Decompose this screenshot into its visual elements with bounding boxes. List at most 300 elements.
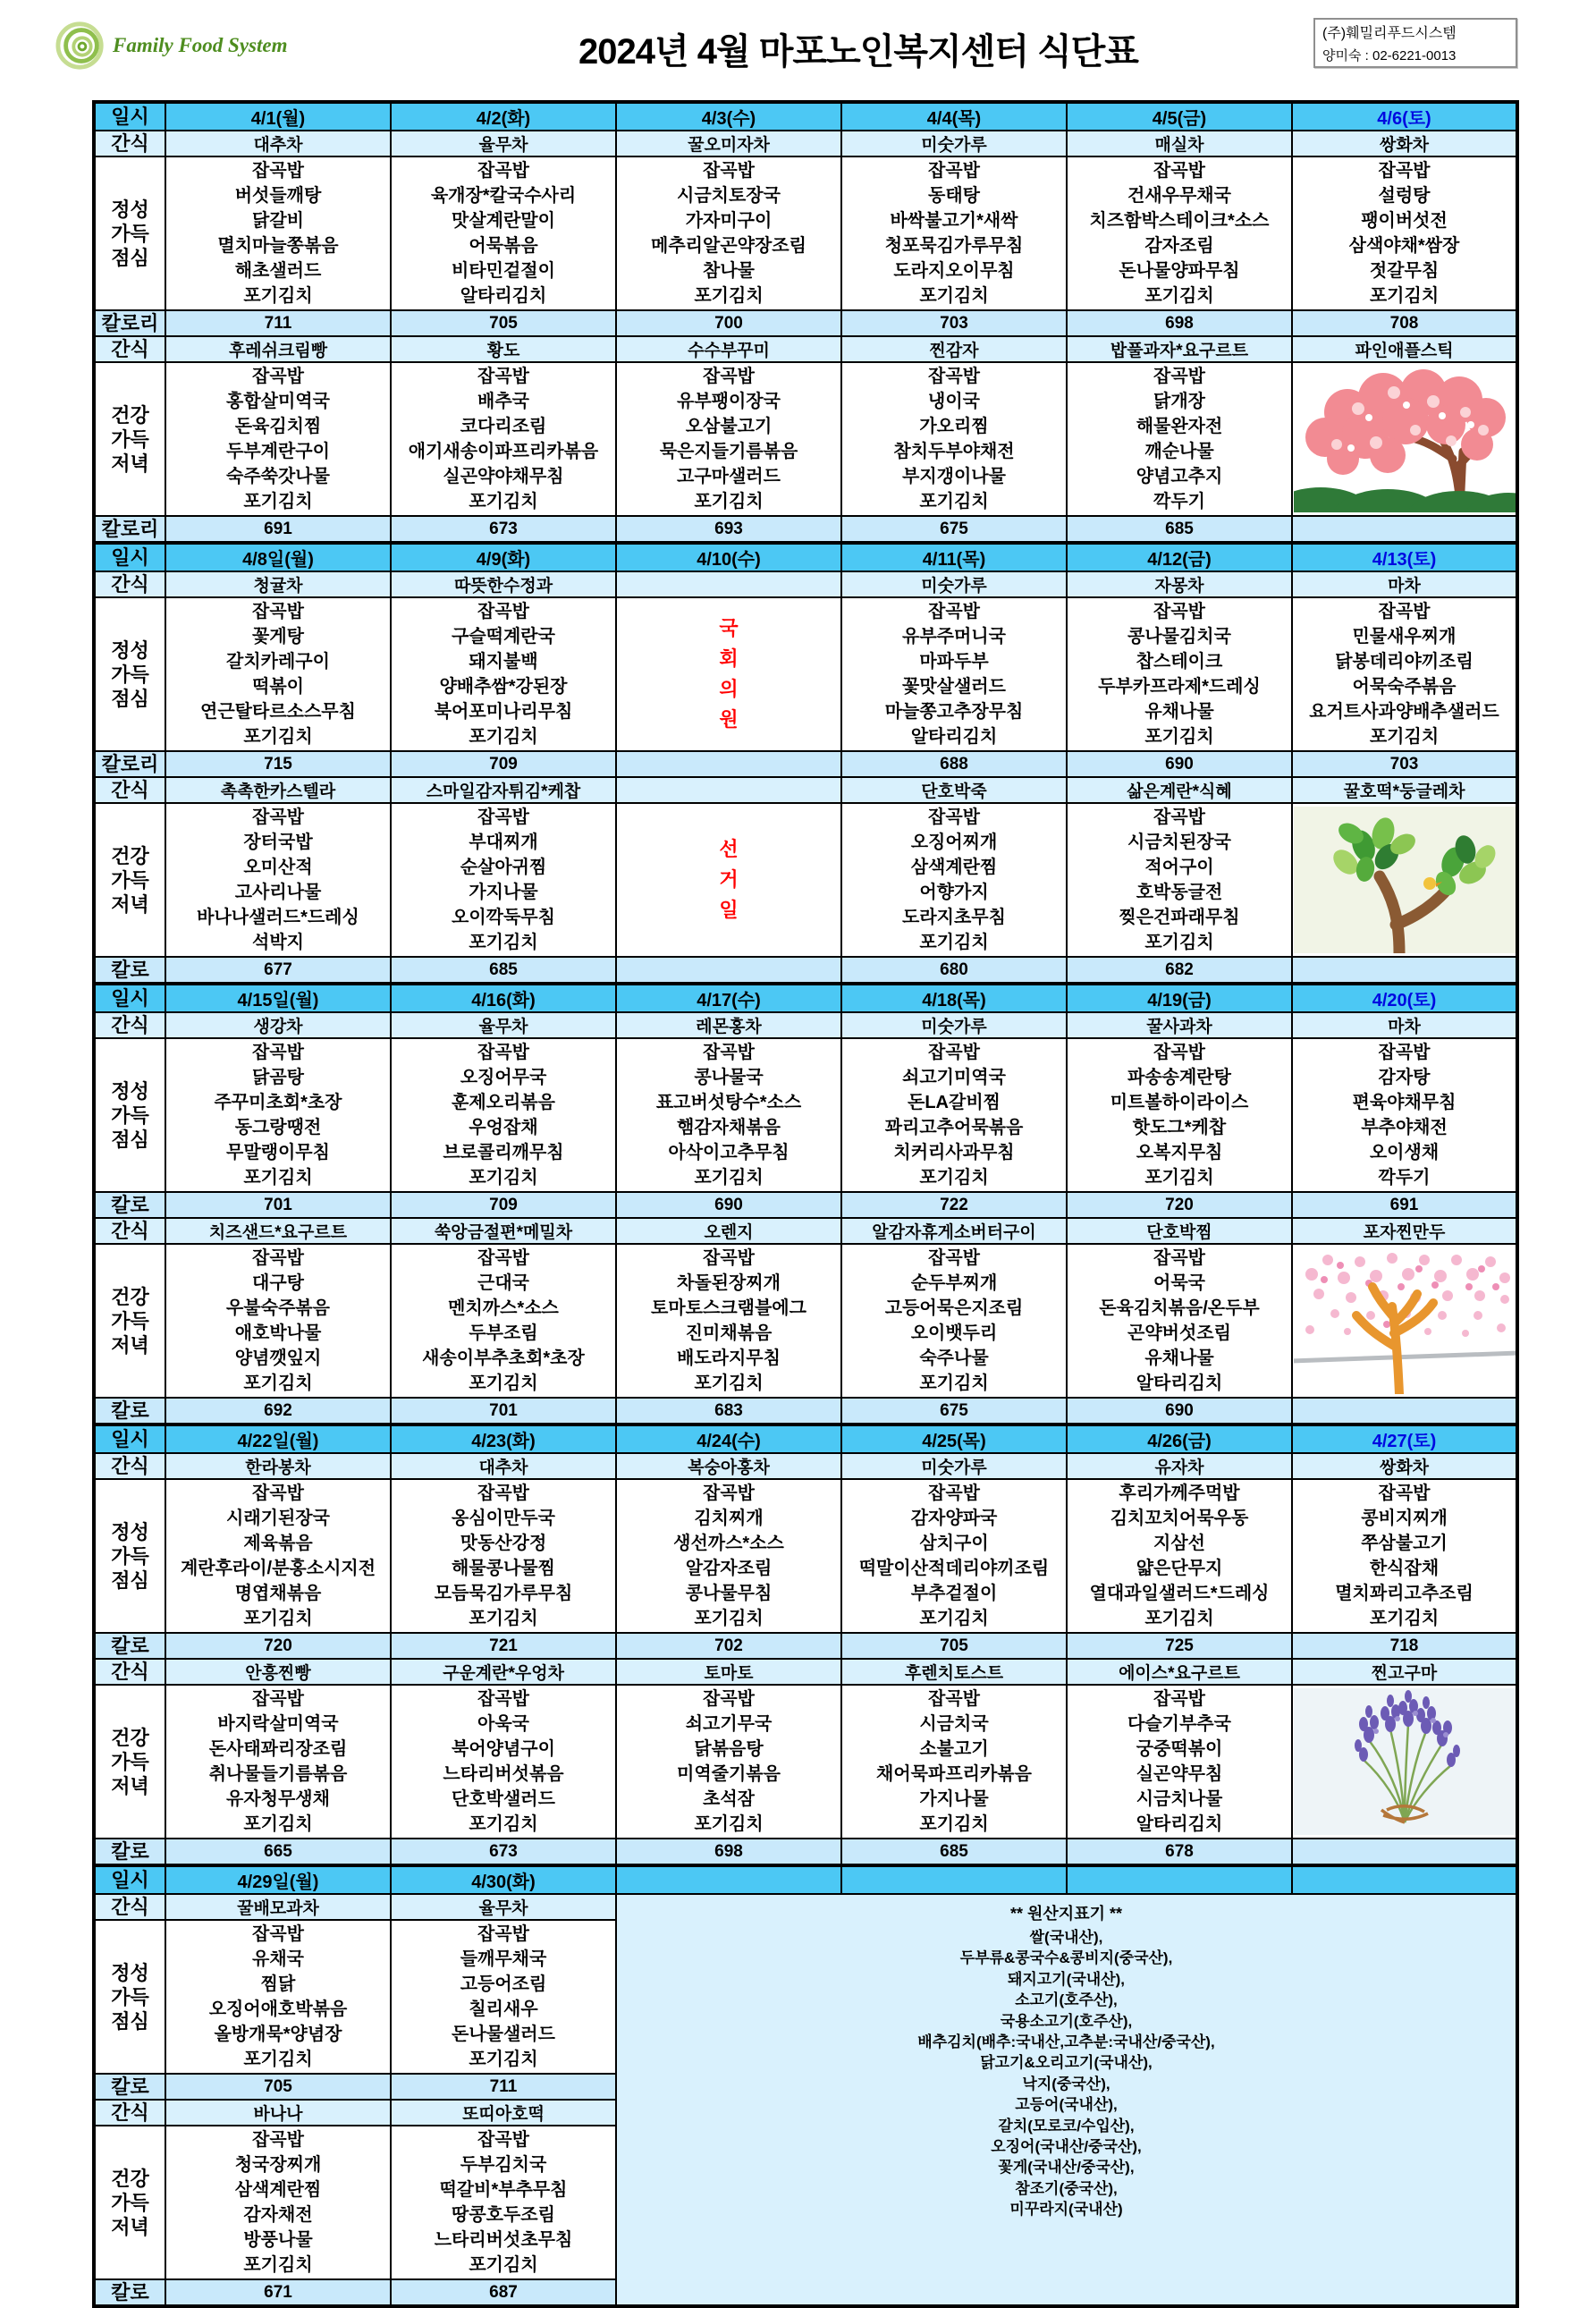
menu-item: 제육볶음 (243, 1534, 313, 1553)
menu-item: 순두부찌개 (910, 1273, 998, 1293)
menu-item: 포기김치 (469, 727, 538, 747)
menu-item: 콩나물무침 (685, 1584, 773, 1603)
morning-snack-cell: 율무차 (391, 1012, 616, 1038)
menu-item: 삼색계란찜 (910, 858, 998, 877)
date-cell-empty (841, 1865, 1067, 1894)
menu-item: 콩나물김치국 (1127, 627, 1231, 647)
menu-item: 토마토스크램블에그 (651, 1298, 806, 1318)
snack-row-label (94, 1218, 165, 1244)
date-cell: 4/3(수) (616, 102, 841, 131)
menu-item: 멸치꽈리고추조림 (1335, 1584, 1474, 1603)
dinner-row-label-text: 가득 (111, 1750, 149, 1773)
lunch-row-label (94, 1038, 165, 1192)
lunch-row-label-text: 정성 (111, 1520, 149, 1543)
menu-item: 알타리김치 (460, 286, 547, 306)
afternoon-snack-cell: 알감자휴게소버터구이 (841, 1218, 1067, 1244)
date-cell: 4/8일(월) (165, 543, 391, 571)
menu-item: 두부카프라제*드레싱 (1098, 677, 1261, 697)
menu-item: 아삭이고추무침 (668, 1143, 790, 1162)
menu-item: 포기김치 (243, 492, 313, 511)
date-row-label (94, 984, 165, 1012)
dinner-menu-cell (1067, 1685, 1292, 1839)
afternoon-snack-cell: 안흥찐빵 (165, 1659, 391, 1685)
menu-item: 포기김치 (694, 1168, 764, 1188)
dinner-row-label-text: 건강 (111, 1285, 149, 1308)
menu-item: 도라지오이무침 (893, 261, 1015, 281)
menu-item: 감자양파국 (910, 1509, 998, 1528)
dinner-calorie-cell: 685 (841, 1839, 1067, 1865)
green-tree-illustration-icon (1293, 807, 1516, 953)
menu-item: 맛살계란말이 (452, 211, 555, 231)
menu-item: 미트볼하이라이스 (1110, 1093, 1249, 1112)
dinner-calorie-cell (616, 957, 841, 984)
menu-item: 찜닭 (260, 1974, 296, 1994)
dinner-calorie-cell: 673 (391, 516, 616, 543)
afternoon-snack-row (94, 777, 1517, 803)
dinner-row-label (94, 2126, 165, 2279)
snack-row-label-text: 간식 (111, 2101, 149, 2124)
afternoon-snack-cell: 후렌치토스트 (841, 1659, 1067, 1685)
lunch-menu-cell (616, 1479, 841, 1633)
menu-item: 바나나샐러드*드레싱 (197, 908, 359, 927)
menu-item: 찹스테이크 (1136, 652, 1223, 672)
date-row-label (94, 1425, 165, 1453)
dinner-calorie-row (94, 516, 1517, 543)
menu-item: 꽃맛살샐러드 (902, 677, 1006, 697)
menu-item: 치즈함박스테이크*소스 (1089, 211, 1270, 231)
afternoon-snack-cell: 오렌지 (616, 1218, 841, 1244)
lunch-calorie-cell: 720 (1067, 1192, 1292, 1218)
menu-item: 고구마샐러드 (677, 467, 781, 486)
menu-item: 포기김치 (243, 727, 313, 747)
afternoon-snack-cell: 쑥앙금절편*메밀차 (391, 1218, 616, 1244)
dinner-row-label (94, 803, 165, 957)
dinner-menu-cell (1067, 1244, 1292, 1398)
menu-item: 바지락살미역국 (217, 1714, 339, 1734)
dinner-row-label-text: 건강 (111, 2167, 149, 2190)
lunch-menu-cell (391, 1479, 616, 1633)
dinner-menu-cell (616, 1244, 841, 1398)
menu-item: 잡곡밥 (1153, 1248, 1205, 1268)
snack-row-label (94, 1012, 165, 1038)
menu-item: 근대국 (477, 1273, 529, 1293)
lunch-menu-cell (165, 1479, 391, 1633)
dinner-row-label-text: 가득 (111, 427, 149, 451)
lunch-row-label (94, 1479, 165, 1633)
lunch-menu-cell (1067, 156, 1292, 310)
dinner-menu-cell (165, 803, 391, 957)
morning-snack-cell: 복숭아홍차 (616, 1453, 841, 1479)
menu-item: 떡볶이 (252, 677, 304, 697)
date-cell-empty (1067, 1865, 1292, 1894)
date-cell: 4/13(토) (1292, 543, 1517, 571)
menu-item: 포기김치 (919, 492, 989, 511)
calorie-row-label-text: 칼로 (111, 959, 149, 981)
origin-line: 참조기(중국산), (1015, 2179, 1118, 2197)
menu-item: 유부팽이장국 (677, 392, 781, 411)
afternoon-snack-cell: 구운계란*우엉차 (391, 1659, 616, 1685)
menu-item: 브로콜리깨무침 (443, 1143, 564, 1162)
menu-item: 시래기된장국 (226, 1509, 330, 1528)
menu-item: 알감자조림 (685, 1559, 773, 1578)
morning-snack-cell: 자몽차 (1067, 571, 1292, 597)
menu-item: 포기김치 (1369, 286, 1440, 306)
morning-snack-cell: 대추차 (391, 1453, 616, 1479)
menu-item: 동그랑땡전 (234, 1118, 322, 1137)
menu-item: 잡곡밥 (477, 1248, 529, 1268)
dinner-calorie-cell: 701 (391, 1398, 616, 1425)
logo-text: Family Food System (113, 34, 288, 56)
calorie-row-label-text: 칼로 (111, 1635, 149, 1657)
menu-item: 포기김치 (469, 1609, 538, 1628)
lunch-menu-cell (841, 1479, 1067, 1633)
menu-item: 건새우무채국 (1127, 186, 1231, 206)
menu-item: 포기김치 (243, 2050, 313, 2069)
election-day-notice-char: 원 (719, 708, 739, 731)
lunch-calorie-cell: 690 (616, 1192, 841, 1218)
morning-snack-cell (616, 571, 841, 597)
lunch-calorie-cell: 700 (616, 310, 841, 336)
morning-snack-cell: 쌍화차 (1292, 1453, 1517, 1479)
lunch-row-label-text: 점심 (111, 1128, 149, 1151)
dinner-row-label-text: 건강 (111, 1726, 149, 1749)
menu-item: 잡곡밥 (1153, 367, 1205, 386)
date-row-label-text: 일시 (111, 546, 149, 569)
menu-item: 북어포미나리무침 (434, 702, 573, 722)
dinner-menu-cell (1067, 362, 1292, 516)
snack-row-label (94, 1453, 165, 1479)
date-cell: 4/30(화) (391, 1865, 616, 1894)
menu-item: 잡곡밥 (252, 602, 304, 621)
dinner-calorie-cell (1292, 1839, 1517, 1865)
menu-item: 우엉잡채 (469, 1118, 538, 1137)
menu-item: 잡곡밥 (477, 2130, 529, 2150)
menu-item: 잡곡밥 (703, 161, 755, 181)
calorie-row-label (94, 751, 165, 777)
menu-item: 포기김치 (919, 1814, 989, 1834)
lunch-menu-cell (616, 156, 841, 310)
menu-item: 잡곡밥 (477, 1043, 529, 1062)
menu-item: 삼색계란찜 (234, 2180, 322, 2200)
menu-item: 진미채볶음 (685, 1323, 773, 1343)
menu-item: 두부조림 (469, 1323, 538, 1343)
dinner-row (94, 1244, 1517, 1398)
afternoon-snack-cell: 후레쉬크림빵 (165, 336, 391, 362)
menu-item: 양배추쌈*강된장 (439, 677, 568, 697)
dinner-calorie-cell: 685 (1067, 516, 1292, 543)
menu-item: 오이생채 (1369, 1143, 1440, 1162)
lunch-row-label-text: 가득 (111, 1544, 149, 1568)
menu-item: 시금치나물 (1136, 1789, 1223, 1809)
lunch-calorie-cell: 701 (165, 1192, 391, 1218)
menu-item: 단호박샐러드 (452, 1789, 555, 1809)
morning-snack-cell: 미숫가루 (841, 571, 1067, 597)
dinner-calorie-cell: 680 (841, 957, 1067, 984)
menu-item: 마파두부 (919, 652, 989, 672)
menu-item: 포기김치 (469, 1814, 538, 1834)
menu-item: 잡곡밥 (928, 367, 980, 386)
menu-item: 포기김치 (243, 1374, 313, 1393)
menu-item: 잡곡밥 (928, 1484, 980, 1503)
menu-item: 닭봉데리야끼조림 (1335, 652, 1474, 672)
afternoon-snack-row (94, 1218, 1517, 1244)
menu-item: 얇은단무지 (1136, 1559, 1223, 1578)
dinner-row-label (94, 362, 165, 516)
menu-item: 잡곡밥 (477, 161, 529, 181)
menu-item: 양념깻잎지 (234, 1348, 322, 1368)
menu-item: 실곤약야채무침 (443, 467, 564, 486)
menu-item: 유채나물 (1144, 1348, 1214, 1368)
menu-item: 부지갱이나물 (902, 467, 1006, 486)
calorie-row-label-text: 칼로 (111, 1194, 149, 1216)
dinner-row-label (94, 1244, 165, 1398)
afternoon-snack-cell: 수수부꾸미 (616, 336, 841, 362)
menu-item: 오이깍둑무침 (452, 908, 555, 927)
menu-item: 잡곡밥 (703, 1248, 755, 1268)
menu-item: 주꾸미초회*초장 (214, 1093, 342, 1112)
menu-item: 애호박나물 (234, 1323, 322, 1343)
snack-row-label-text: 간식 (111, 573, 149, 596)
menu-item: 오복지무침 (1136, 1143, 1223, 1162)
menu-item: 잡곡밥 (928, 1043, 980, 1062)
date-cell: 4/26(금) (1067, 1425, 1292, 1453)
lunch-calorie-row (94, 751, 1517, 777)
menu-item: 잡곡밥 (703, 1484, 755, 1503)
morning-snack-cell: 미숫가루 (841, 1012, 1067, 1038)
date-cell-empty (1292, 1865, 1517, 1894)
date-row (94, 543, 1517, 571)
dinner-calorie-cell: 682 (1067, 957, 1292, 984)
lunch-calorie-cell: 698 (1067, 310, 1292, 336)
dinner-calorie-cell: 690 (1067, 1398, 1292, 1425)
snack-row-label (94, 777, 165, 803)
menu-item: 훈제오리볶음 (452, 1093, 555, 1112)
morning-snack-cell: 매실차 (1067, 131, 1292, 156)
menu-item: 잡곡밥 (928, 602, 980, 621)
calorie-row-label (94, 1398, 165, 1425)
menu-item: 어묵숙주볶음 (1352, 677, 1457, 697)
menu-item: 쭈삼불고기 (1361, 1534, 1448, 1553)
menu-item: 유자청무생채 (226, 1789, 330, 1809)
menu-item: 포기김치 (919, 1609, 989, 1628)
menu-item: 곤약버섯조림 (1127, 1323, 1231, 1343)
menu-item: 오징어애호박볶음 (208, 1999, 348, 2019)
dinner-calorie-cell: 693 (616, 516, 841, 543)
lunch-calorie-cell: 705 (391, 310, 616, 336)
election-day-notice (617, 613, 840, 735)
menu-item: 핫도그*케찹 (1132, 1118, 1227, 1137)
afternoon-snack-cell: 단호박찜 (1067, 1218, 1292, 1244)
afternoon-snack-cell: 또띠아호떡 (391, 2100, 616, 2126)
lunch-menu-cell (1067, 1038, 1292, 1192)
origin-line: 고등어(국내산), (1015, 2096, 1118, 2114)
menu-item: 동태탕 (928, 186, 980, 206)
lunch-calorie-cell: 711 (165, 310, 391, 336)
dinner-calorie-cell (1292, 957, 1517, 984)
menu-item: 잡곡밥 (252, 1689, 304, 1709)
snack-row-label-text: 간식 (111, 1220, 149, 1242)
dinner-menu-cell (165, 1685, 391, 1839)
menu-item: 김치꼬치어묵우동 (1110, 1509, 1249, 1528)
origin-line: 꽃게(국내산/중국산), (998, 2159, 1135, 2177)
lunch-calorie-cell: 725 (1067, 1633, 1292, 1659)
menu-item: 포기김치 (919, 933, 989, 952)
menu-item: 느타리버섯초무침 (434, 2230, 573, 2250)
afternoon-snack-cell: 찐감자 (841, 336, 1067, 362)
lunch-row-label-text: 점심 (111, 2009, 149, 2033)
origin-line: 미꾸라지(국내산) (1009, 2201, 1123, 2219)
menu-item: 고등어조림 (460, 1974, 547, 1994)
menu-item: 잡곡밥 (1153, 1043, 1205, 1062)
menu-item: 민물새우찌개 (1352, 627, 1457, 647)
meal-plan-table (92, 100, 1519, 2308)
dinner-calorie-cell: 675 (841, 516, 1067, 543)
menu-item: 잡곡밥 (703, 1689, 755, 1709)
morning-snack-row (94, 1894, 1517, 1920)
dinner-calorie-cell: 691 (165, 516, 391, 543)
menu-item: 무말랭이무침 (226, 1143, 330, 1162)
menu-item: 잡곡밥 (252, 1484, 304, 1503)
dinner-menu-cell (165, 2126, 391, 2279)
date-cell: 4/22일(월) (165, 1425, 391, 1453)
menu-item: 잡곡밥 (477, 367, 529, 386)
dinner-menu-cell (616, 362, 841, 516)
dinner-menu-cell (841, 362, 1067, 516)
menu-item: 닭곰탕 (252, 1068, 304, 1087)
date-cell: 4/11(목) (841, 543, 1067, 571)
election-day-notice-char: 의 (719, 678, 739, 700)
snack-row-label (94, 1659, 165, 1685)
menu-item: 시금치된장국 (1127, 833, 1231, 852)
morning-snack-row (94, 1012, 1517, 1038)
lunch-menu-cell (165, 1920, 391, 2074)
menu-item: 잡곡밥 (928, 161, 980, 181)
election-day-notice-char: 일 (719, 899, 739, 921)
company-contact: 양미숙 : 02-6221-0013 (1322, 48, 1457, 63)
menu-item: 포기김치 (469, 2050, 538, 2069)
election-day-notice-char: 회 (719, 647, 739, 670)
menu-item: 오삼불고기 (685, 417, 773, 436)
menu-item: 젓갈무침 (1369, 261, 1440, 281)
date-row (94, 102, 1517, 131)
menu-item: 미역줄기볶음 (677, 1764, 781, 1784)
dinner-calorie-cell (1292, 516, 1517, 543)
lunch-row-label-text: 정성 (111, 1079, 149, 1103)
date-cell: 4/9(화) (391, 543, 616, 571)
morning-snack-cell: 청귤차 (165, 571, 391, 597)
menu-item: 김치찌개 (694, 1509, 764, 1528)
date-cell: 4/4(목) (841, 102, 1067, 131)
lunch-menu-cell (841, 156, 1067, 310)
dinner-row (94, 362, 1517, 516)
menu-item: 가오리찜 (919, 417, 989, 436)
lunch-calorie-cell: 691 (1292, 1192, 1517, 1218)
afternoon-snack-cell: 파인애플스틱 (1292, 336, 1517, 362)
menu-item: 꽃게탕 (252, 627, 304, 647)
calorie-row-label (94, 1839, 165, 1865)
menu-item: 잡곡밥 (252, 807, 304, 827)
lunch-menu-cell (616, 1038, 841, 1192)
menu-item: 잡곡밥 (252, 1043, 304, 1062)
dinner-menu-cell (841, 803, 1067, 957)
morning-snack-row (94, 131, 1517, 156)
menu-item: 포기김치 (694, 1374, 764, 1393)
dinner-menu-cell (1067, 803, 1292, 957)
menu-item: 계란후라이/분홍소시지전 (180, 1559, 376, 1578)
menu-item: 잡곡밥 (1378, 602, 1431, 621)
menu-item: 북어양념구이 (452, 1739, 555, 1759)
dinner-menu-cell (165, 362, 391, 516)
menu-item: 옹심이만두국 (452, 1509, 555, 1528)
dinner-calorie-cell: 675 (841, 1398, 1067, 1425)
morning-snack-cell: 마차 (1292, 571, 1517, 597)
menu-item: 포기김치 (694, 1814, 764, 1834)
menu-item: 찢은건파래무침 (1119, 908, 1240, 927)
menu-item: 방풍나물 (243, 2230, 313, 2250)
menu-item: 명엽채볶음 (234, 1584, 322, 1603)
menu-item: 구슬떡계란국 (452, 627, 555, 647)
lunch-row-label (94, 597, 165, 751)
afternoon-snack-row (94, 1659, 1517, 1685)
menu-item: 가지나물 (469, 883, 538, 902)
menu-item: 마늘쫑고추장무침 (884, 702, 1024, 722)
menu-item: 돈사태꽈리장조림 (208, 1739, 348, 1759)
lunch-calorie-cell: 708 (1292, 310, 1517, 336)
dinner-row-label-text: 저녁 (111, 1333, 149, 1357)
menu-item: 숙주나물 (919, 1348, 989, 1368)
lunch-menu-cell (1292, 156, 1517, 310)
menu-item: 청포묵김가루무침 (884, 236, 1024, 256)
lunch-row-label-text: 점심 (111, 1568, 149, 1592)
lunch-menu-cell (165, 1038, 391, 1192)
morning-snack-cell: 따뜻한수정과 (391, 571, 616, 597)
calorie-row-label-text: 칼로 (111, 2281, 149, 2304)
menu-item: 깨순나물 (1144, 442, 1214, 461)
cherry-blossom-tree-illustration-icon (1293, 366, 1516, 512)
date-cell: 4/5(금) (1067, 102, 1292, 131)
date-row (94, 1425, 1517, 1453)
menu-item: 콩비지찌개 (1361, 1509, 1448, 1528)
menu-item: 잡곡밥 (477, 807, 529, 827)
dinner-menu-cell (1292, 1685, 1517, 1839)
menu-item: 다슬기부추국 (1127, 1714, 1231, 1734)
menu-item: 잡곡밥 (252, 367, 304, 386)
lunch-row-label-text: 점심 (111, 246, 149, 269)
menu-item: 포기김치 (1369, 727, 1440, 747)
menu-item: 유채나물 (1144, 702, 1214, 722)
lunch-calorie-cell: 703 (1292, 751, 1517, 777)
afternoon-snack-cell: 스마일감자튀김*케찹 (391, 777, 616, 803)
snack-row-label-text: 간식 (111, 338, 149, 360)
morning-snack-cell: 꿀오미자차 (616, 131, 841, 156)
afternoon-snack-cell: 치즈샌드*요구르트 (165, 1218, 391, 1244)
menu-item: 참나물 (703, 261, 755, 281)
date-cell: 4/20(토) (1292, 984, 1517, 1012)
lunch-menu-cell (1067, 1479, 1292, 1633)
menu-item: 알타리김치 (1136, 1814, 1223, 1834)
company-name: (주)훼밀리푸드시스템 (1322, 26, 1457, 41)
dinner-menu-cell (616, 1685, 841, 1839)
snack-row-label (94, 336, 165, 362)
dinner-menu-cell (391, 803, 616, 957)
lunch-menu-cell (841, 597, 1067, 751)
lunch-menu-cell (1292, 1038, 1517, 1192)
menu-item: 포기김치 (1144, 1609, 1214, 1628)
menu-item: 홍합살미역국 (226, 392, 330, 411)
menu-item: 대구탕 (252, 1273, 304, 1293)
afternoon-snack-cell: 단호박죽 (841, 777, 1067, 803)
menu-item: 포기김치 (469, 492, 538, 511)
